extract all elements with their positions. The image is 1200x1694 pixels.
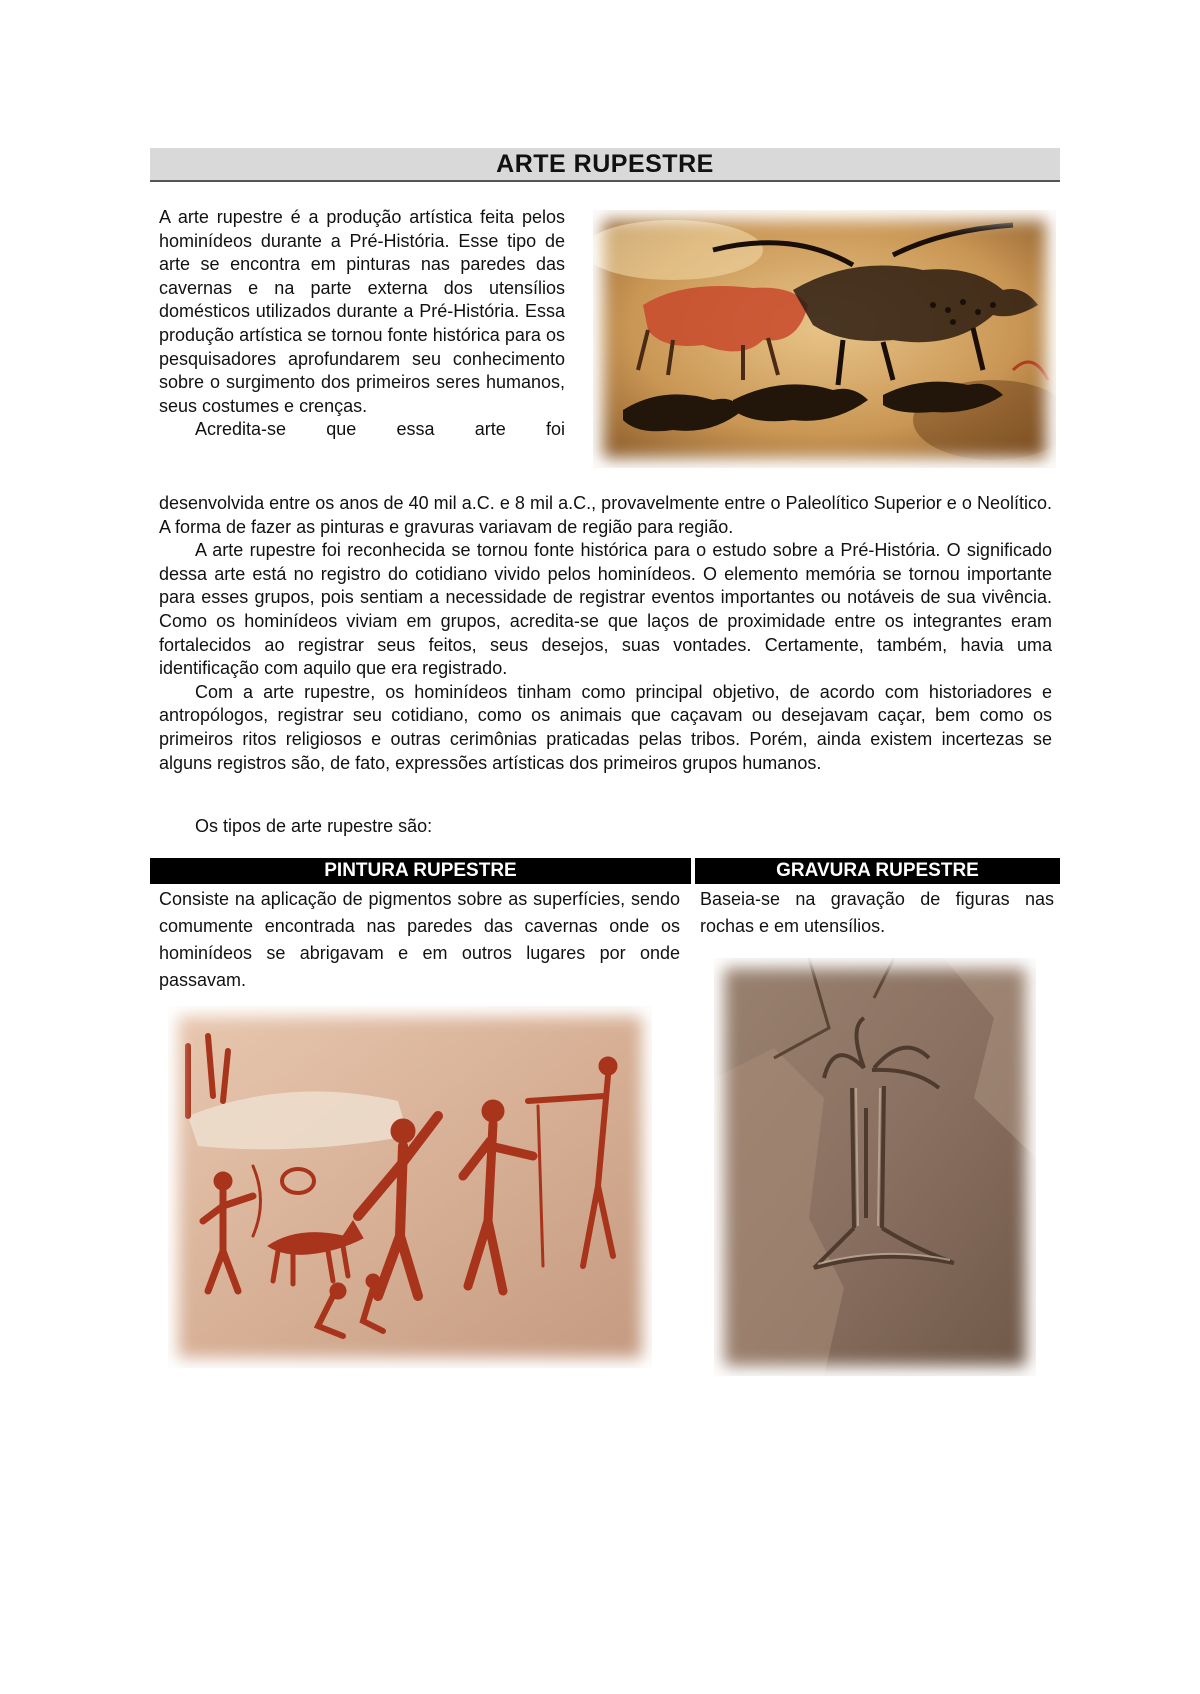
- paragraph-3: A arte rupestre foi reconhecida se tornou fonte histórica para o estudo sobre a Pré-História. O significado dessa arte está no registro do cotidiano vivido pelos hominídeos. O elemento memória se tornou importante para esses grupos, pois sentiam a necessidade de registrar eventos importantes ou notáveis de sua vivência. Como os hominídeos viviam em grupos, acredita-se que laços de proximidade entre os integrantes eram fortalecidos ao registrar seus feitos, seus desejos, suas vontades. Certamente, também, havia uma identificação com aquilo que era registrado.: [159, 540, 1052, 679]
- rock-engraving-photo: [714, 958, 1036, 1376]
- pintura-header: PINTURA RUPESTRE: [150, 858, 691, 884]
- rock-painting-illustration: [168, 1006, 652, 1368]
- cave-painting-illustration: [593, 210, 1056, 468]
- types-intro: Os tipos de arte rupestre são:: [195, 816, 433, 836]
- body-text: [159, 492, 1052, 775]
- page-title: ARTE RUPESTRE: [150, 148, 1060, 182]
- paragraph-4: Com a arte rupestre, os hominídeos tinham como principal objetivo, de acordo com historiadores e antropólogos, registrar seu cotidiano, como os animais que caçavam ou desejavam caçar, bem como os primeiros ritos religiosos e outras cerimônias praticadas pelas tribos. Porém, ainda existem incertezas se alguns registros são, de fato, expressões artísticas dos primeiros grupos humanos.: [159, 681, 1052, 773]
- cave-painting-photo: [593, 210, 1056, 468]
- intro-text: [159, 206, 565, 442]
- rock-painting-photo: [168, 1006, 652, 1368]
- gravura-text: Baseia-se na gravação de figuras nas rochas e em utensílios.: [700, 889, 1054, 936]
- paragraph-2-rest: desenvolvida entre os anos de 40 mil a.C. e 8 mil a.C., provavelmente entre o Paleolítico Superior e o Neolítico. A forma de fazer as pinturas e gravuras variavam de região para região.: [159, 493, 1052, 537]
- intro-paragraph-1: A arte rupestre é a produção artística feita pelos hominídeos durante a Pré-História. Esse tipo de arte se encontra em pinturas nas paredes das cavernas e na parte externa dos utensílios domésticos utilizados durante a Pré-História. Essa produção artística se tornou fonte histórica para os pesquisadores aprofundarem seu conhecimento sobre o surgimento dos primeiros seres humanos, seus costumes e crenças.: [159, 207, 565, 416]
- intro-paragraph-2-start: Acredita-se que essa arte foi: [195, 419, 565, 440]
- rock-engraving-illustration: [714, 958, 1036, 1376]
- gravura-header: GRAVURA RUPESTRE: [695, 858, 1060, 884]
- pintura-text: Consiste na aplicação de pigmentos sobre as superfícies, sendo comumente encontrada nas paredes das cavernas onde os hominídeos se abrigavam e em outros lugares por onde passavam.: [159, 889, 680, 990]
